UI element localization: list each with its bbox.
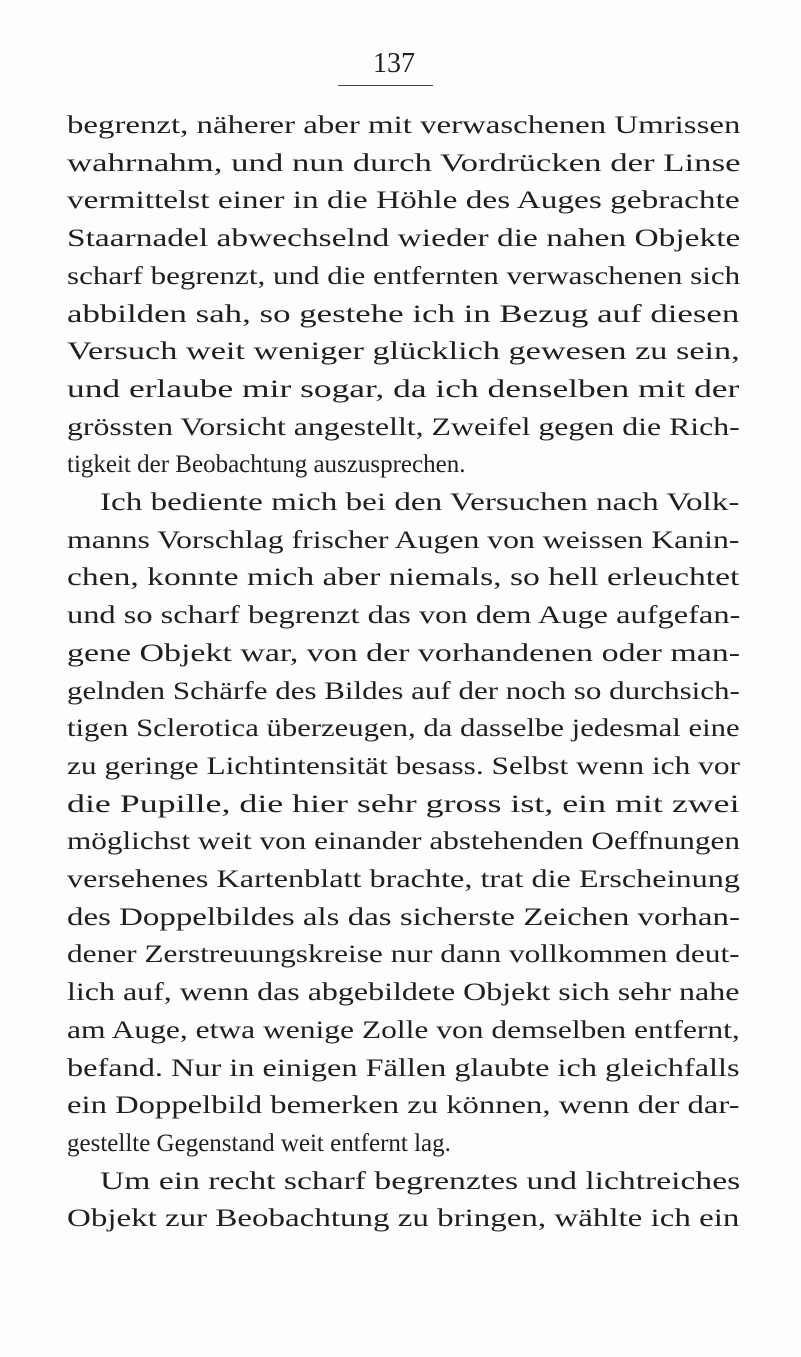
text-line: wahrnahm, und nun durch Vordrücken der Linse	[67, 149, 741, 177]
text-line: gene Objekt war, von der vorhandenen oder man-	[67, 639, 741, 667]
text-line: die Pupille, die hier sehr gross ist, ein mit zwei	[67, 790, 740, 818]
text-line: vermittelst einer in die Höhle des Auges gebrachte	[67, 187, 740, 215]
text-line: gelnden Schärfe des Bildes auf der noch so durchsich-	[67, 677, 740, 705]
text-line: und erlaube mir sogar, da ich denselben mit der	[67, 375, 740, 403]
text-line: scharf begrenzt, und die entfernten verwaschenen sich	[67, 262, 741, 290]
text-line: chen, konnte mich aber niemals, so hell erleuchtet	[67, 564, 740, 592]
text-line: Ich bediente mich bei den Versuchen nach Volk-	[100, 489, 740, 516]
text-line: versehenes Kartenblatt brachte, trat die Erscheinung	[67, 866, 741, 893]
body-text	[0, 113, 801, 1357]
text-line: am Auge, etwa wenige Zolle von demselben entfernt,	[67, 1016, 740, 1044]
text-line: grössten Vorsicht angestellt, Zweifel gegen die Rich-	[67, 413, 740, 441]
text-line: lich auf, wenn das abgebildete Objekt sich sehr nahe	[67, 979, 740, 1007]
text-line: Versuch weit weniger glücklich gewesen zu sein,	[67, 338, 740, 366]
text-line: zu geringe Lichtintensität besass. Selbst wenn ich vor	[67, 752, 741, 780]
text-line: abbilden sah, so gestehe ich in Bezug auf diesen	[67, 300, 740, 328]
text-line: Staarnadel abwechselnd wieder die nahen Objekte	[67, 225, 741, 253]
header-rule	[338, 85, 433, 86]
text-line: Um ein recht scharf begrenztes und lichtreiches	[100, 1167, 741, 1195]
text-line: ein Doppelbild bemerken zu können, wenn der dar-	[67, 1092, 740, 1120]
text-line: manns Vorschlag frischer Augen von weissen Kanin-	[67, 526, 740, 554]
page-number: 137	[373, 48, 415, 79]
text-line: begrenzt, näherer aber mit verwaschenen Umrissen	[67, 112, 741, 139]
text-line: dener Zerstreuungskreise nur dann vollkommen deut-	[67, 941, 740, 969]
text-line: befand. Nur in einigen Fällen glaubte ich gleichfalls	[67, 1054, 740, 1082]
text-line: tigkeit der Beobachtung auszusprechen.	[67, 451, 466, 479]
text-line: des Doppelbildes als das sicherste Zeichen vorhan-	[67, 903, 740, 931]
text-line: tigen Sclerotica überzeugen, da dasselbe jedesmal eine	[67, 715, 740, 743]
text-line: und so scharf begrenzt das von dem Auge aufgefan-	[67, 602, 741, 630]
text-line: Objekt zur Beobachtung zu bringen, wählte ich ein	[67, 1205, 740, 1233]
text-line: gestellte Gegenstand weit entfernt lag.	[67, 1129, 451, 1157]
text-line: möglichst weit von einander abstehenden Oeffnungen	[67, 828, 740, 856]
